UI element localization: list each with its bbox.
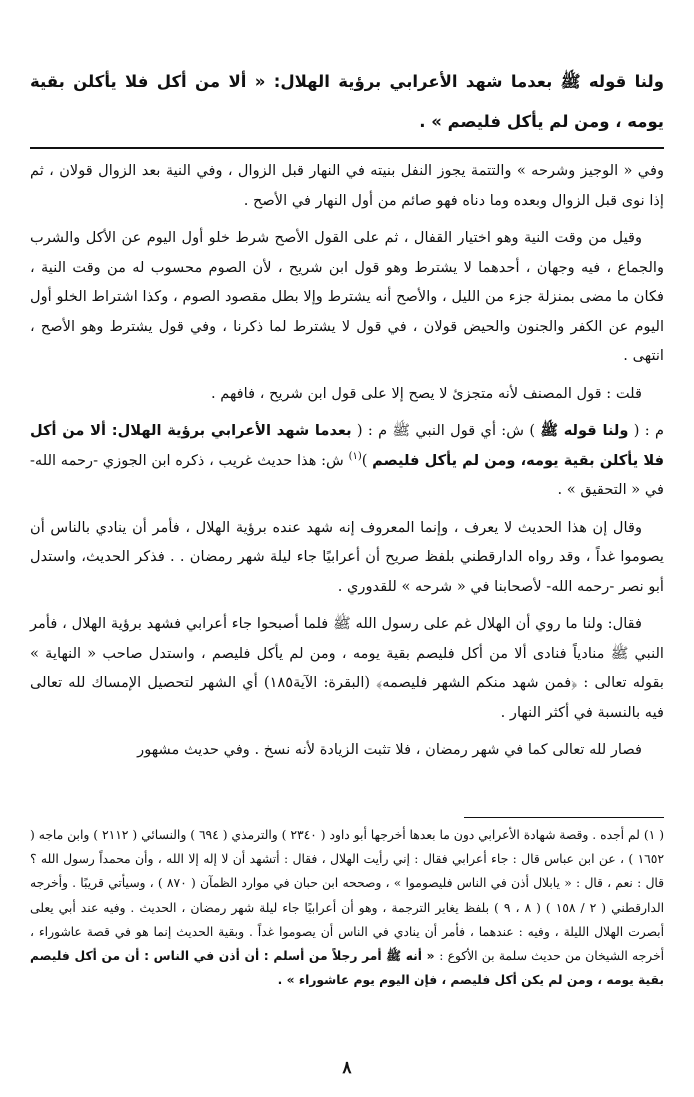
top-matn-text: ولنا قوله ﷺ بعدما شهد الأعرابي برؤية الهلال: « ألا من أكل فلا يأكلن بقية يومه ، ومن لم يأكل فليصم » . [30,72,664,131]
paragraph-2: وقيل من وقت النية وهو اختيار القفال ، ثم على القول الأصح شرط خلو أول اليوم عن الأكل والشرب والجماع ، فيه وجهان ، أحدهما لا يشترط وهو قول ابن شريح ، لأن الصوم محسوب له من وقت النية ، فكان ما مضى بمنزلة جزء من الليل ، والأصح أنه يشترط وإلا بطل مقصود الصوم ، وكذا اشتراط الخلو أول اليوم عن الكفر والجنون والحيض قولان ، في قول لا يشترط لما ذكرنا ، وفي قول يشترط وهو الأصح ، انتهى . [30,229,664,364]
sharh-quote-1: ولنا قوله ﷺ [540,422,629,439]
paragraph-5: فقال: ولنا ما روي أن الهلال غم على رسول الله ﷺ فلما أصبحوا جاء أعرابي فشهد برؤية الهلال ، فأمر النبي ﷺ منادياً فنادى ألا من أكل فليصم بقية يومه ، ومن لم يأكل فليصم ، واستدل صاحب « النهاية » بقوله تعالى : ﴿فمن شهد منكم الشهر فليصمه﴾ (البقرة: الآية١٨٥) أي الشهر لتحصيل الإمساك لله تعالى فيه بالنسبة في أكثر النهار . [30,615,664,721]
paragraph-3: قلت : قول المصنف لأنه متجزئ لا يصح إلا على قول ابن شريح ، فافهم . [210,384,642,402]
paragraph-1: وفي « الوجيز وشرحه » والتتمة يجوز النفل بنيته في النهار قبل الزوال ، وفي النية بعد الزوال قولان ، ثم إذا نوى قبل الزوال وبعده وما دناه فهو صائم من أول النهار في الأصح . [30,162,664,209]
sharh-paragraph [30,416,664,505]
footnote-text: ( ١) لم أجده . وقصة شهادة الأعرابي دون ما بعدها أخرجها أبو داود ( ٢٣٤٠ ) والترمذي ( ٦٩٤ ) والنسائي ( ٢١١٢ ) وابن ماجه ( ١٦٥٢ ) ، عن ابن عباس قال : جاء أعرابي فقال : إني رأيت الهلال ، فقال : أتشهد أن لا إله إلا الله ، وأن محمداً رسول الله ؟ قال : نعم ، قال : « يابلال أذن في الناس فليصوموا » ، وصححه ابن حبان في موارد الظمآن ( ٨٧٠ ) ، وسيأتي قريبًا . وأخرجه الدارقطني ( ٢ / ١٥٨ ) ( ٨ ، ٩ ) بلفظ يغاير الترجمة ، وهو أن أعرابيًا جاء ليلة شهر رمضان ، الحديث . وفيه عند أبي يعلى أبصرت الهلال الليلة ، وفيه : عندهما ، فأمر أن ينادي في الناس أن يصوموا غداً . وبقية الحديث إنما هو في قصة عاشوراء ، أخرجه الشيخان من حديث سلمة بن الأكوع : [30,828,665,964]
commentary-body [30,156,664,773]
sharh-quote-2: بعدما شهد الأعرابي برؤية الهلال: ألا من أكل فلا يأكلن بقية يومه، ومن لم يأكل فليصم [30,422,665,469]
page [30,0,664,1097]
footnote-divider [464,817,664,818]
sharh-close: ) [361,451,368,469]
footnotes [30,823,664,992]
footnote-1 [30,823,664,992]
sharh-rest: ش: هذا حديث غريب ، ذكره ابن الجوزي -رحمه الله- في « التحقيق » . [30,451,664,498]
sharh-prefix: م : ( [633,422,664,439]
sharh-mid: ) ش: أي قول النبي ﷺ م : ( [356,422,536,439]
footnote-hadith-quote: « أنه ﷺ أمر رجلاً من أسلم : أن أذن في الناس : أن من أكل فليصم بقية يومه ، ومن لم يكن أكل فليصم ، فإن اليوم يوم عاشوراء » . [30,949,664,988]
page-number: ٨ [342,1058,352,1078]
paragraph-6: فصار لله تعالى كما في شهر رمضان ، فلا تثبت الزيادة لأنه نسخ . وفي حديث مشهور [137,741,642,758]
footnote-marker[interactable]: (١) [348,450,362,462]
section-divider [30,147,664,149]
paragraph-4: وقال إن هذا الحديث لا يعرف ، وإنما المعروف إنه شهد عنده برؤية الهلال ، فأمر أن ينادي بالناس أن يصوموا غداً ، وقد رواه الدارقطني بلفظ صريح أن أعرابيًا جاء ليلة شهر رمضان . . فذكر الحديث، واستدل أبو نصر -رحمه الله- لأصحابنا في « شرحه » للقدوري . [30,518,664,595]
